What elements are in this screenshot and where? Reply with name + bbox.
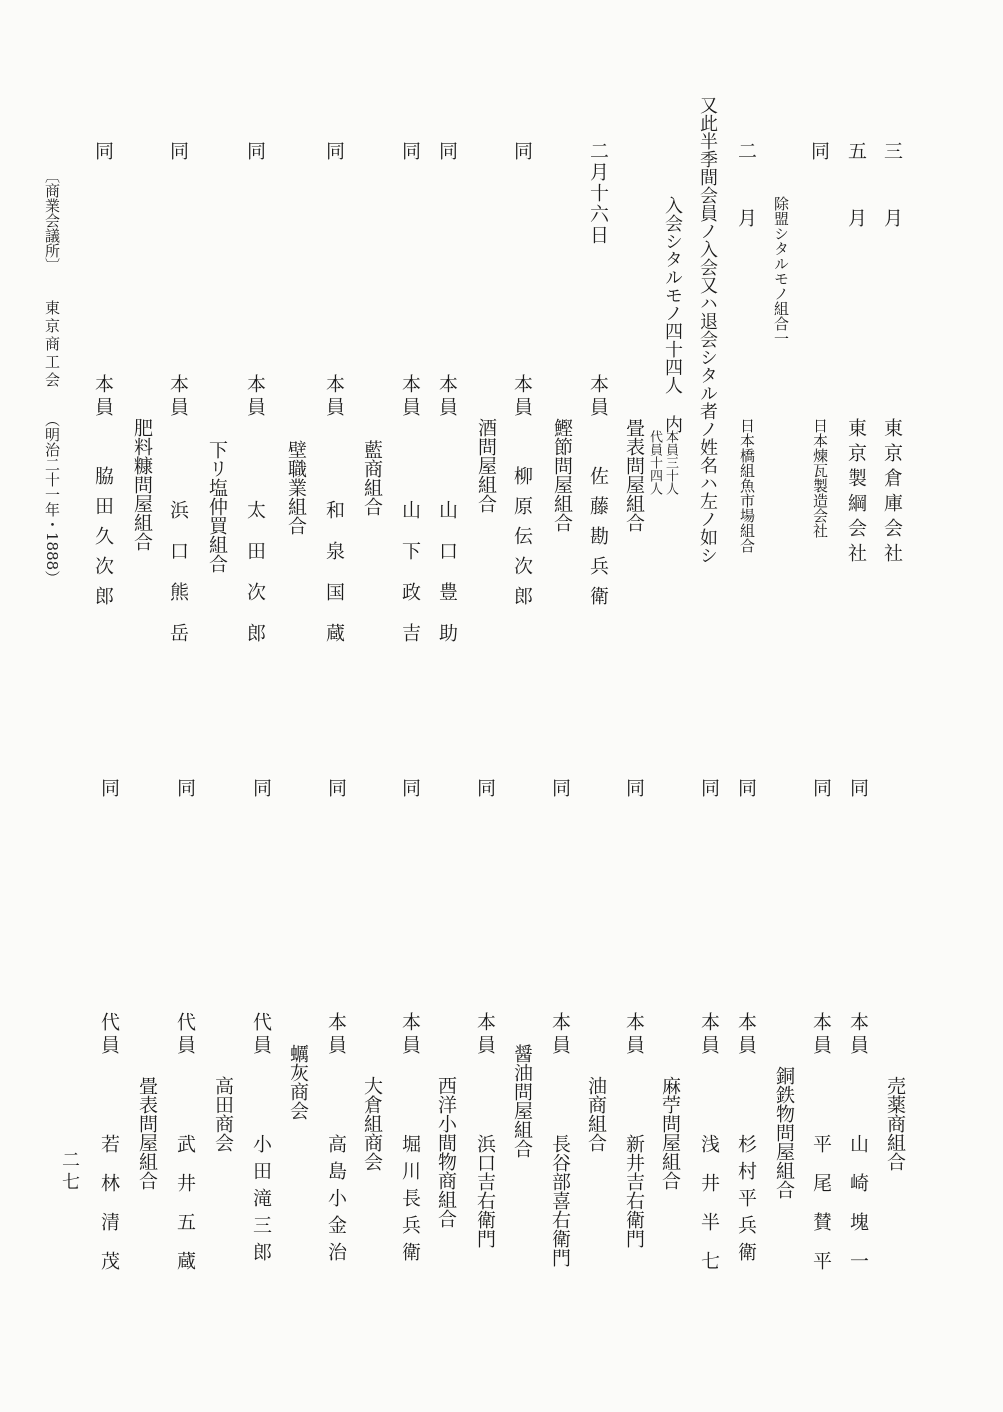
date: 同 [98, 778, 120, 797]
org-name: 壁職業組合 [285, 440, 307, 535]
org-name: 高田商会 [212, 1076, 234, 1152]
date: 同 [174, 778, 196, 797]
date: 同 [325, 778, 347, 797]
date: 同 [244, 141, 266, 160]
member-name: 山崎塊一 [847, 1134, 869, 1290]
org-name: 日本橋組魚市場組合 [738, 418, 756, 553]
member-role: 本員 [847, 1012, 869, 1058]
date: 同 [808, 141, 830, 160]
member-name: 柳原伝次郎 [511, 466, 533, 616]
date: 同 [474, 778, 496, 797]
member-name: 和泉国蔵 [323, 500, 345, 664]
member-name: 浜口吉右衛門 [474, 1134, 496, 1248]
member-role: 本員 [587, 374, 609, 420]
member-role: 本員 [399, 374, 421, 420]
member-name: 小田滝三郎 [250, 1134, 272, 1269]
date: 二月十六日 [587, 141, 609, 246]
org-name: 東京製綱会社 [845, 418, 867, 568]
member-role: 本員 [323, 374, 345, 420]
member-role: 本員 [399, 1012, 421, 1058]
member-role: 本員 [623, 1012, 645, 1058]
member-name: 長谷部喜右衛門 [549, 1134, 571, 1267]
org-name: 油商組合 [585, 1076, 607, 1152]
org-name: 醤油問屋組合 [511, 1044, 533, 1158]
member-role: 代員 [250, 1012, 272, 1058]
date: 三 月 [881, 141, 903, 240]
org-name: 畳表問屋組合 [136, 1076, 158, 1190]
member-role: 本員 [244, 374, 266, 420]
org-name: 藍商組合 [361, 440, 383, 516]
member-role: 本員 [698, 1012, 720, 1058]
member-name: 高島小金治 [325, 1134, 347, 1269]
notice-line: 又此半季間会員ノ入会又ハ退会シタル者ノ姓名ハ左ノ如シ [697, 96, 718, 564]
member-name: 佐藤勘兵衛 [587, 466, 609, 616]
member-name: 脇田久次郎 [92, 466, 114, 616]
org-name: 畳表問屋組合 [623, 418, 645, 532]
date: 同 [436, 141, 458, 160]
date: 同 [623, 778, 645, 797]
org-name: 東京倉庫会社 [881, 418, 903, 568]
member-role: 本員 [474, 1012, 496, 1058]
member-role: 本員 [167, 374, 189, 420]
member-role: 代員 [174, 1012, 196, 1058]
member-role: 本員 [436, 374, 458, 420]
member-role: 本員 [511, 374, 533, 420]
org-name: 西洋小間物商組合 [435, 1076, 457, 1228]
member-role: 本員 [735, 1012, 757, 1058]
member-role: 代員 [98, 1012, 120, 1058]
org-name: 蠣灰商会 [287, 1044, 309, 1120]
member-name: 浜口熊岳 [167, 500, 189, 664]
member-name: 浅井半七 [698, 1134, 720, 1290]
org-name: 銅鉄物問屋組合 [773, 1066, 795, 1199]
source-title: 東京商工会 [43, 300, 61, 390]
member-role: 本員 [549, 1012, 571, 1058]
org-name: 酒問屋組合 [475, 418, 497, 513]
notice-subnote: 本員三十人 [663, 430, 678, 495]
member-name: 若林清茂 [98, 1134, 120, 1290]
member-name: 杉村平兵衛 [735, 1134, 757, 1269]
date: 同 [549, 778, 571, 797]
date: 同 [810, 778, 832, 797]
date: 二 月 [735, 141, 757, 240]
notice-line: 入会シタルモノ四十四人 内 [662, 196, 683, 433]
member-name: 山下政吉 [399, 500, 421, 664]
member-name: 新井吉右衛門 [623, 1134, 645, 1248]
org-name: 鰹節問屋組合 [551, 418, 573, 532]
section-heading: 除盟シタルモノ組合一 [772, 196, 790, 346]
page-number: 二七 [59, 1150, 80, 1194]
member-role: 本員 [325, 1012, 347, 1058]
date: 五 月 [845, 141, 867, 240]
date: 同 [323, 141, 345, 160]
year-label: （明治二十一年・1888） [43, 412, 61, 586]
member-name: 太田次郎 [244, 500, 266, 664]
member-name: 武井五蔵 [174, 1134, 196, 1290]
date: 同 [92, 141, 114, 160]
member-name: 平尾賛平 [810, 1134, 832, 1290]
section-label: 〔商業会議所〕 [43, 168, 61, 273]
date: 同 [511, 141, 533, 160]
org-name: 肥料糠問屋組合 [131, 418, 153, 551]
org-name: 下リ塩仲買組合 [206, 440, 228, 573]
date: 同 [167, 141, 189, 160]
member-role: 本員 [92, 374, 114, 420]
notice-subnote: 代員十四人 [647, 430, 662, 495]
member-name: 堀川長兵衛 [399, 1134, 421, 1269]
date: 同 [735, 778, 757, 797]
member-role: 本員 [810, 1012, 832, 1058]
date: 同 [399, 141, 421, 160]
date: 同 [250, 778, 272, 797]
member-name: 山口豊助 [436, 500, 458, 664]
org-name: 大倉組商会 [361, 1076, 383, 1171]
date: 同 [698, 778, 720, 797]
org-name: 日本煉瓦製造会社 [811, 418, 829, 538]
date: 同 [399, 778, 421, 797]
org-name: 麻苧問屋組合 [659, 1076, 681, 1190]
date: 同 [847, 778, 869, 797]
org-name: 売薬商組合 [884, 1076, 906, 1171]
